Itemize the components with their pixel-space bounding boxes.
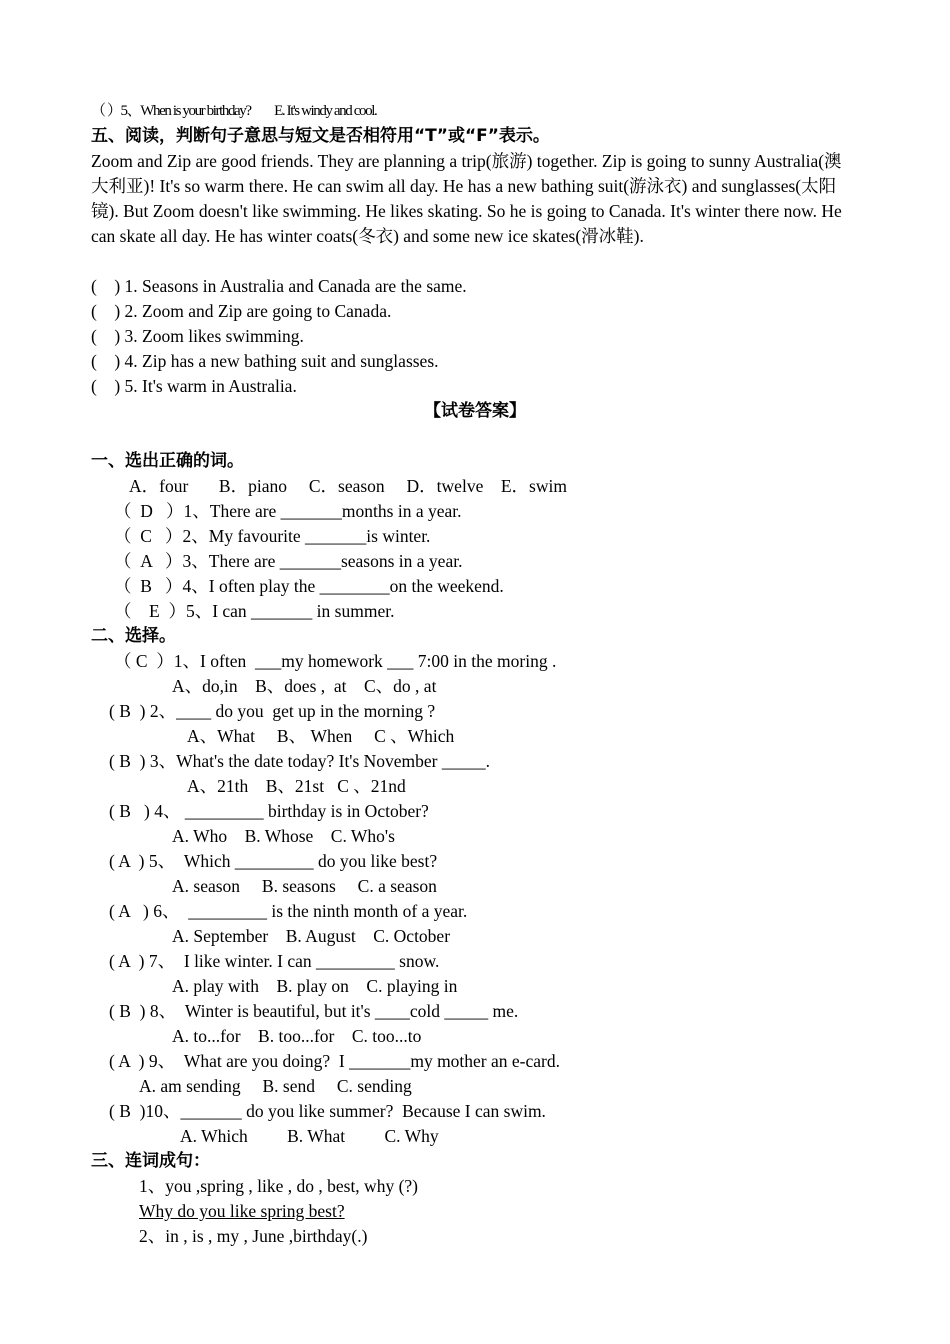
part2-q8: ( B ) 8、 Winter is beautiful, but it's ____cold _____ me. <box>109 1001 519 1021</box>
part1-options: A．four B．piano C．season D．twelve E．swim <box>129 476 567 496</box>
part2-q3-options: A、21th B、21st C 、21nd <box>187 776 406 796</box>
part2-q4: ( B ) 4、 _________ birthday is in October? <box>109 801 429 821</box>
part2-q10: ( B )10、_______ do you like summer? Because I can swim. <box>109 1101 546 1121</box>
part2-q6: ( A ) 6、 _________ is the ninth month of a year. <box>109 901 468 921</box>
part2-q1-options: A、do,in B、does , at C、do , at <box>172 676 437 696</box>
part1-heading: 一、选出正确的词。 <box>91 451 244 471</box>
part3-item-2: 2、in , is , my , June ,birthday(.) <box>139 1226 368 1246</box>
part2-q7: ( A ) 7、 I like winter. I can _________ snow. <box>109 951 440 971</box>
part3-answer-1: Why do you like spring best? <box>139 1201 345 1221</box>
part2-q2-options: A、What B、 When C 、Which <box>187 726 455 746</box>
part2-q9-options: A. am sending B. send C. sending <box>139 1076 412 1096</box>
tf-item-4: ( ) 4. Zip has a new bathing suit and sunglasses. <box>91 351 439 371</box>
section5-heading: 五、阅读，判断句子意思与短文是否相符用“T”或“F”表示。 <box>91 126 550 146</box>
part2-q2: ( B ) 2、____ do you get up in the morning ? <box>109 701 436 721</box>
part1-item-4: （ B ）4、I often play the ________on the weekend. <box>114 576 504 596</box>
part2-q8-options: A. to...for B. too...for C. too...to <box>172 1026 422 1046</box>
answers-title: 【试卷答案】 <box>424 401 526 421</box>
reading-passage: Zoom and Zip are good friends. They are planning a trip(旅游) together. Zip is going to sunny Australia(澳大利亚)! It's so warm there. He can swim all day. He has a new bathing suit(游泳衣) and sunglasses(太阳镜). But Zoom doesn't like swimming. He likes skating. So he is going to Canada. It's winter there now. He can skate all day. He has winter coats(冬衣) and some new ice skates(滑冰鞋). <box>91 151 842 246</box>
part2-heading: 二、选择。 <box>91 626 176 646</box>
part2-q9: ( A ) 9、 What are you doing? I _______my mother an e-card. <box>109 1051 560 1071</box>
part3-heading: 三、连词成句： <box>91 1151 210 1171</box>
tf-item-3: ( ) 3. Zoom likes swimming. <box>91 326 304 346</box>
part3-item-1: 1、you ,spring , like , do , best, why (?) <box>139 1176 418 1196</box>
part2-q3: ( B ) 3、What's the date today? It's November _____. <box>109 751 491 771</box>
part2-q5-options: A. season B. seasons C. a season <box>172 876 437 896</box>
section4-q5-line: （ ）5、When is your birthday? E. It's windy and cool. <box>91 103 377 119</box>
part1-item-1: （ D ）1、There are _______months in a year. <box>114 501 462 521</box>
part1-item-5: （ E ）5、I can _______ in summer. <box>114 601 395 621</box>
part1-item-2: （ C ）2、My favourite _______is winter. <box>114 526 431 546</box>
tf-item-1: ( ) 1. Seasons in Australia and Canada are the same. <box>91 276 467 296</box>
part2-q5: ( A ) 5、 Which _________ do you like best? <box>109 851 438 871</box>
tf-item-5: ( ) 5. It's warm in Australia. <box>91 376 297 396</box>
part2-q6-options: A. September B. August C. October <box>172 926 451 946</box>
part2-q10-options: A. Which B. What C. Why <box>180 1126 439 1146</box>
part2-q1: （ C ）1、I often ___my homework ___ 7:00 in the moring . <box>114 651 557 671</box>
tf-item-2: ( ) 2. Zoom and Zip are going to Canada. <box>91 301 392 321</box>
part1-item-3: （ A ）3、There are _______seasons in a year. <box>114 551 463 571</box>
part2-q4-options: A. Who B. Whose C. Who's <box>172 826 395 846</box>
part2-q7-options: A. play with B. play on C. playing in <box>172 976 458 996</box>
